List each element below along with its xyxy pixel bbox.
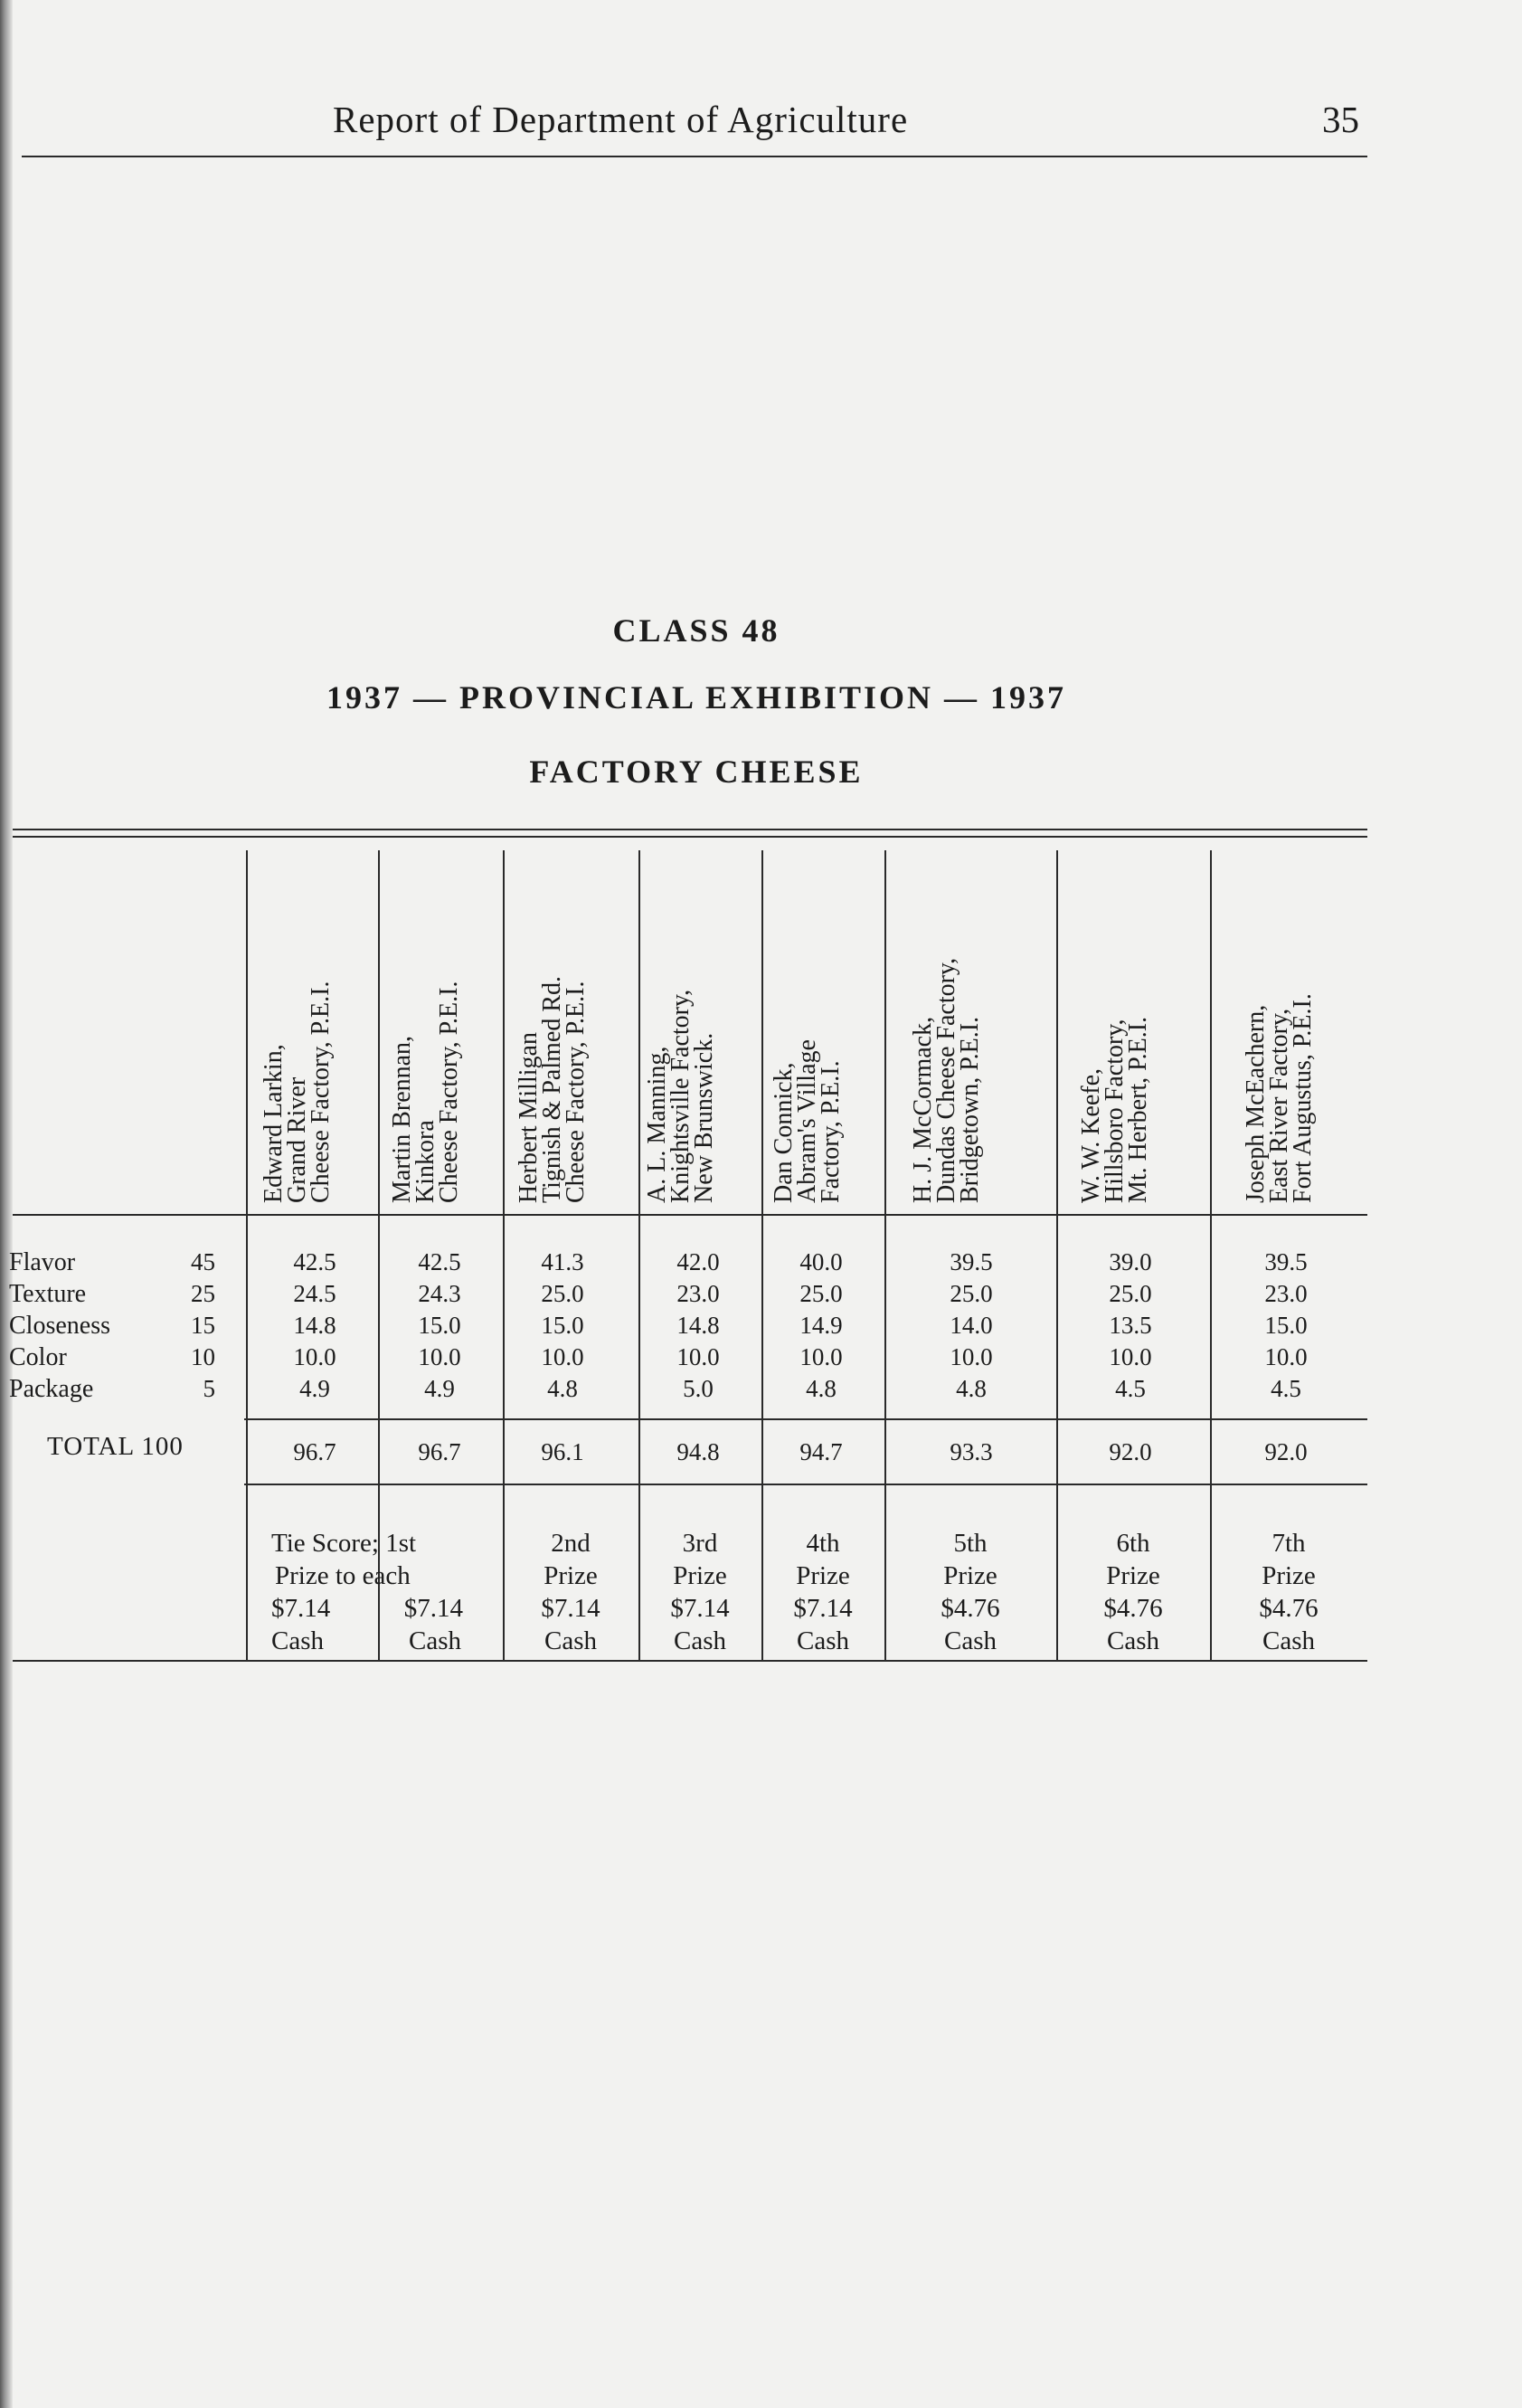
criterion-label-flavor: Flavor — [9, 1248, 76, 1276]
score-cell: 13.5 — [1109, 1312, 1152, 1339]
exhibitor-header-5: Dan Connick, Abram's Village Factory, P.E.I. — [770, 1039, 845, 1203]
score-cell: 39.0 — [1109, 1248, 1152, 1275]
prize-4th: 4th Prize $7.14 Cash — [793, 1529, 853, 1655]
exhibitor-header-2: Martin Brennan, Kinkora Cheese Factory, P.E.I. — [388, 981, 463, 1203]
tie-cash-b: Cash — [409, 1626, 461, 1655]
score-cell: 25.0 — [541, 1280, 584, 1307]
class-title: CLASS 48 — [612, 612, 780, 649]
score-cell: 5.0 — [683, 1375, 714, 1402]
tie-cash-a: Cash — [271, 1626, 324, 1655]
page-number: 35 — [1322, 99, 1359, 140]
tie-line-2: Prize to each — [275, 1561, 411, 1590]
score-cell: 4.8 — [806, 1375, 837, 1402]
exhibitor-header-4: A. L. Manning, Knightsville Factory, New Brunswick. — [643, 989, 718, 1203]
score-cell: 14.0 — [950, 1312, 993, 1339]
score-cell: 40.0 — [799, 1248, 843, 1275]
score-cell: 23.0 — [676, 1280, 720, 1307]
score-cell: 14.8 — [676, 1312, 720, 1339]
score-cell: 39.5 — [1264, 1248, 1308, 1275]
criterion-label-texture: Texture — [9, 1280, 87, 1308]
exhibitor-header-7: W. W. Keefe, Hillsboro Factory, Mt. Herbert, P.E.I. — [1077, 1016, 1152, 1203]
total-label: TOTAL 100 — [47, 1432, 184, 1461]
total-score-cell: 92.0 — [1109, 1438, 1152, 1465]
total-score-cell: 96.1 — [541, 1438, 584, 1465]
total-score-cell: 93.3 — [950, 1438, 993, 1465]
prize-3rd: 3rd Prize $7.14 Cash — [670, 1529, 730, 1655]
prize-7th: 7th Prize $4.76 Cash — [1259, 1529, 1319, 1655]
score-cell: 4.8 — [956, 1375, 987, 1402]
score-cell: 10.0 — [950, 1343, 993, 1370]
prize-6th: 6th Prize $4.76 Cash — [1103, 1529, 1163, 1655]
score-cell: 10.0 — [293, 1343, 336, 1370]
total-score-cell: 96.7 — [293, 1438, 336, 1465]
total-score-cell: 96.7 — [418, 1438, 461, 1465]
running-header: Report of Department of Agriculture — [333, 99, 909, 140]
exhibitor-header-3: Herbert Milligan Tignish & Palmed Rd. Cheese Factory, P.E.I. — [515, 975, 590, 1203]
score-cell: 10.0 — [1109, 1343, 1152, 1370]
score-cell: 24.5 — [293, 1280, 336, 1307]
score-cell: 4.9 — [299, 1375, 330, 1402]
score-cell: 42.5 — [418, 1248, 461, 1275]
score-cell: 10.0 — [676, 1343, 720, 1370]
score-cell: 4.8 — [547, 1375, 578, 1402]
category-title: FACTORY CHEESE — [529, 754, 864, 790]
header-bottom-rule — [13, 1214, 1367, 1216]
score-cell: 39.5 — [950, 1248, 993, 1275]
table-top-rule — [13, 829, 1367, 830]
total-score-cell: 94.7 — [799, 1438, 843, 1465]
score-cell: 42.0 — [676, 1248, 720, 1275]
column-divider — [246, 850, 248, 1660]
score-cell: 10.0 — [541, 1343, 584, 1370]
table-top-rule-2 — [13, 836, 1367, 838]
score-cell: 25.0 — [950, 1280, 993, 1307]
criterion-label-package: Package — [9, 1375, 94, 1403]
score-cell: 15.0 — [1264, 1312, 1308, 1339]
total-top-rule — [244, 1418, 1367, 1420]
total-score-cell: 94.8 — [676, 1438, 720, 1465]
criterion-label-color: Color — [9, 1343, 67, 1371]
score-cell: 25.0 — [1109, 1280, 1152, 1307]
score-cell: 10.0 — [1264, 1343, 1308, 1370]
exhibition-title: 1937 — PROVINCIAL EXHIBITION — 1937 — [326, 679, 1067, 716]
score-cell: 25.0 — [799, 1280, 843, 1307]
score-cell: 4.9 — [424, 1375, 455, 1402]
score-cell: 15.0 — [418, 1312, 461, 1339]
score-cell: 4.5 — [1115, 1375, 1146, 1402]
exhibitor-header-1: Edward Larkin, Grand River Cheese Factory, P.E.I. — [260, 981, 335, 1203]
prize-5th: 5th Prize $4.76 Cash — [941, 1529, 1000, 1655]
score-cell: 4.5 — [1271, 1375, 1301, 1402]
score-cell: 23.0 — [1264, 1280, 1308, 1307]
exhibitor-header-6: H. J. McCormack, Dundas Cheese Factory, Bridgetown, P.E.I. — [909, 957, 984, 1203]
criterion-points-closeness: 15 — [191, 1312, 215, 1339]
criterion-points-package: 5 — [203, 1375, 215, 1402]
total-score-cell: 92.0 — [1264, 1438, 1308, 1465]
score-cell: 10.0 — [418, 1343, 461, 1370]
score-cell: 41.3 — [541, 1248, 584, 1275]
prize-2nd: 2nd Prize $7.14 Cash — [541, 1529, 600, 1655]
page-edge-shadow — [0, 0, 13, 2408]
criterion-label-closeness: Closeness — [9, 1312, 110, 1340]
score-cell: 24.3 — [418, 1280, 461, 1307]
score-cell: 14.8 — [293, 1312, 336, 1339]
tie-line-1: Tie Score; 1st — [271, 1529, 417, 1558]
score-cell: 15.0 — [541, 1312, 584, 1339]
tie-score-note — [271, 1527, 470, 1657]
header-rule — [22, 156, 1367, 157]
score-cell: 42.5 — [293, 1248, 336, 1275]
score-cell: 10.0 — [799, 1343, 843, 1370]
score-cell: 14.9 — [799, 1312, 843, 1339]
criterion-points-texture: 25 — [191, 1280, 215, 1307]
total-bottom-rule — [244, 1484, 1367, 1485]
table-bottom-rule — [13, 1660, 1367, 1662]
tie-amount-a: $7.14 — [271, 1594, 331, 1623]
exhibitor-header-8: Joseph McEachern, East River Factory, Fort Augustus, P.E.I. — [1242, 993, 1317, 1203]
criterion-points-flavor: 45 — [191, 1248, 215, 1275]
criterion-points-color: 10 — [191, 1343, 215, 1370]
tie-amount-b: $7.14 — [403, 1594, 463, 1623]
